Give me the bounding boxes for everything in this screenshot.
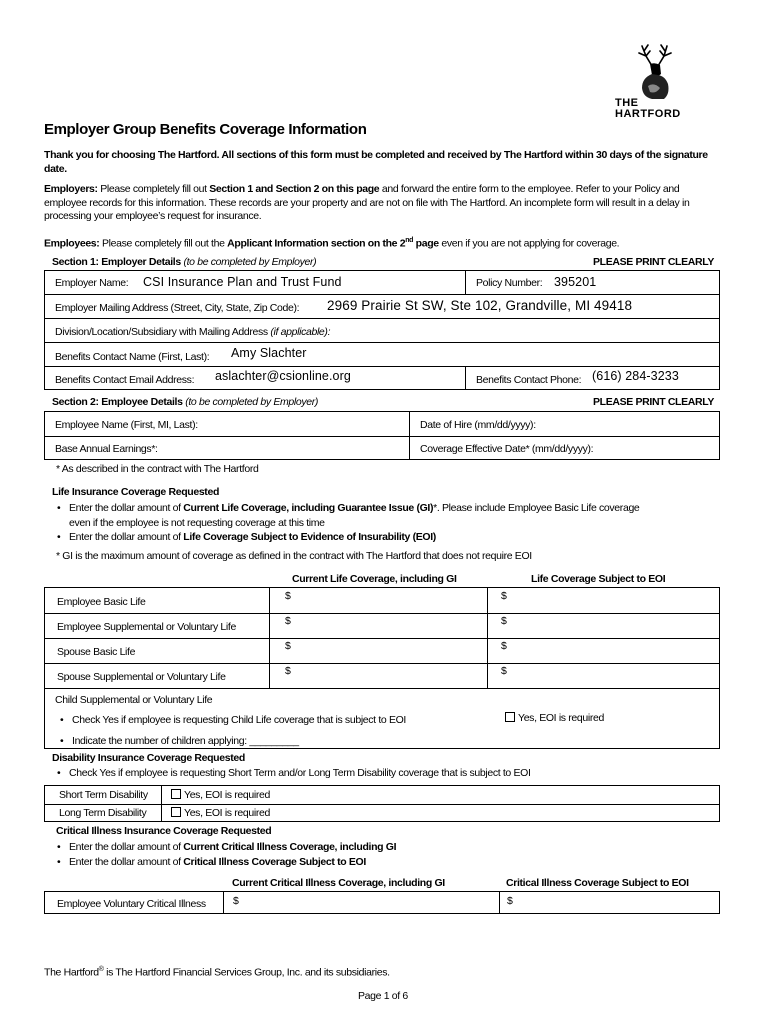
footer-brand-sup: ®	[98, 966, 104, 973]
division-note: (if applicable):	[270, 326, 331, 338]
policy-number-label: Policy Number:	[476, 277, 543, 289]
critical-col-current: Current Critical Illness Coverage, including GI	[232, 877, 445, 889]
life-instructions	[52, 501, 722, 545]
life-b1-c: *. Please include Employee Basic Life coverage	[433, 502, 640, 514]
long-term-eoi-checkbox[interactable]	[171, 807, 270, 819]
contact-email-cell[interactable]	[45, 367, 465, 389]
employer-name-cell[interactable]	[45, 271, 465, 294]
life-b2-a: Enter the dollar amount of	[69, 531, 184, 543]
child-bullet-2	[55, 731, 695, 752]
section2-heading: Section 2: Employee Details	[52, 396, 183, 408]
base-earnings-cell[interactable]	[45, 437, 409, 459]
child-bullet-2-text[interactable]: Indicate the number of children applying: _________	[72, 735, 299, 747]
section2-print-clearly: PLEASE PRINT CLEARLY	[593, 396, 714, 408]
short-term-label: Short Term Disability	[59, 789, 148, 801]
disability-table	[44, 785, 720, 822]
policy-number-field[interactable]: 395201	[554, 275, 597, 289]
hartford-logo	[612, 44, 692, 122]
stag-icon	[612, 44, 692, 100]
logo-line-1: THE	[615, 97, 639, 109]
critical-eoi-field[interactable]: $	[507, 895, 513, 907]
employer-name-field[interactable]: CSI Insurance Plan and Trust Fund	[143, 275, 342, 289]
section1-header	[44, 255, 720, 270]
footer-brand-a: The Hartford	[44, 966, 99, 979]
life-b1-b: Current Life Coverage, including Guarantee Issue (GI)	[183, 502, 434, 514]
critical-row-label: Employee Voluntary Critical Illness	[57, 898, 206, 910]
disability-bullet	[52, 767, 722, 779]
employees-note	[44, 234, 724, 251]
disability-heading: Disability Insurance Coverage Requested	[52, 752, 245, 764]
life-row-eoi-field[interactable]: $	[501, 590, 507, 602]
contact-name-label: Benefits Contact Name (First, Last):	[55, 351, 210, 363]
life-row-label: Spouse Basic Life	[57, 646, 136, 658]
section1-grid	[44, 270, 720, 390]
employers-note	[44, 183, 724, 224]
life-col-eoi: Life Coverage Subject to EOI	[531, 573, 666, 585]
employees-bold-2: page	[413, 237, 439, 250]
contact-phone-label: Benefits Contact Phone:	[476, 374, 582, 386]
section1-note: (to be completed by Employer)	[183, 256, 317, 268]
employees-text-1: Please completely fill out the	[99, 237, 228, 250]
life-heading: Life Insurance Coverage Requested	[52, 486, 220, 498]
life-row-label: Employee Basic Life	[57, 596, 146, 608]
page-number: Page 1 of 6	[358, 990, 408, 1002]
employer-name-label: Employer Name:	[55, 277, 129, 289]
form-title: Employer Group Benefits Coverage Information	[44, 121, 367, 138]
section2-header	[44, 395, 720, 410]
base-earnings-label: Base Annual Earnings*:	[55, 443, 158, 455]
life-row	[45, 613, 719, 639]
critical-b2-b: Critical Illness Coverage Subject to EOI	[183, 856, 366, 868]
life-b1-d: even if the employee is not requesting coverage at this time	[69, 516, 325, 529]
critical-instructions	[52, 840, 722, 870]
date-of-hire-label: Date of Hire (mm/dd/yyyy):	[420, 419, 536, 431]
critical-b1-b: Current Critical Illness Coverage, including GI	[183, 841, 397, 853]
employers-bold: Section 1 and Section 2 on this page	[209, 183, 380, 195]
contact-name-row[interactable]	[45, 343, 719, 367]
child-eoi-checkbox[interactable]	[505, 712, 604, 724]
section2-grid	[44, 411, 720, 460]
contact-phone-field[interactable]: (616) 284-3233	[592, 369, 679, 383]
section2-note: (to be completed by Employer)	[185, 396, 319, 408]
division-row[interactable]	[45, 319, 719, 343]
employers-lead: Employers:	[44, 183, 98, 195]
contact-email-field[interactable]: aslachter@csionline.org	[215, 369, 351, 383]
contact-email-label: Benefits Contact Email Address:	[55, 374, 195, 386]
footer-brand-b: is The Hartford Financial Services Group, Inc. and its subsidiaries.	[103, 966, 390, 979]
critical-col-eoi: Critical Illness Coverage Subject to EOI	[506, 877, 689, 889]
mailing-address-label: Employer Mailing Address (Street, City, State, Zip Code):	[55, 302, 300, 314]
section2-footnote: * As described in the contract with The Hartford	[56, 463, 259, 475]
life-row-current-field[interactable]: $	[285, 590, 291, 602]
life-b1-a: Enter the dollar amount of	[69, 502, 184, 514]
long-term-row	[45, 804, 719, 822]
life-bullet-1	[52, 501, 722, 530]
life-row-label: Spouse Supplemental or Voluntary Life	[57, 671, 226, 683]
long-term-eoi-label: Yes, EOI is required	[184, 807, 270, 819]
child-bullet-1-text: Check Yes if employee is requesting Child Life coverage that is subject to EOI	[72, 714, 406, 726]
life-row-current-field[interactable]: $	[285, 665, 291, 677]
critical-current-field[interactable]: $	[233, 895, 239, 907]
life-row-current-field[interactable]: $	[285, 640, 291, 652]
footer-brand	[44, 966, 390, 979]
life-row-current-field[interactable]: $	[285, 615, 291, 627]
section1-print-clearly: PLEASE PRINT CLEARLY	[593, 256, 714, 268]
employees-lead: Employees:	[44, 237, 100, 250]
child-eoi-label: Yes, EOI is required	[518, 712, 604, 724]
long-term-label: Long Term Disability	[59, 807, 147, 819]
critical-heading: Critical Illness Insurance Coverage Requested	[56, 825, 272, 837]
checkbox-icon[interactable]	[171, 807, 181, 817]
employers-text-1: Please completely fill out	[97, 183, 210, 195]
coverage-date-label: Coverage Effective Date* (mm/dd/yyyy):	[420, 443, 594, 455]
logo-line-2: HARTFORD	[615, 108, 681, 120]
employees-text-2: even if you are not applying for coverage.	[438, 237, 620, 250]
coverage-date-cell[interactable]	[409, 437, 719, 459]
life-row-eoi-field[interactable]: $	[501, 665, 507, 677]
critical-b1-a: Enter the dollar amount of	[69, 841, 184, 853]
policy-number-cell[interactable]	[465, 271, 719, 294]
date-of-hire-cell[interactable]	[409, 412, 719, 436]
critical-b2-a: Enter the dollar amount of	[69, 856, 184, 868]
checkbox-icon[interactable]	[505, 712, 515, 722]
gi-note: * GI is the maximum amount of coverage as defined in the contract with The Hartford that does not require EOI	[56, 550, 532, 562]
life-row-eoi-field[interactable]: $	[501, 615, 507, 627]
short-term-eoi-label: Yes, EOI is required	[184, 789, 270, 801]
life-row	[45, 663, 719, 689]
short-term-row	[45, 786, 719, 805]
employers-text-2: and forward the entire form to the employee. Refer to your Policy and employee records for this information. These records are your property and are not on file with The Hartford. An incomplete form will result in a delay in processing your employee’s request for insurance.	[44, 183, 690, 222]
division-label	[55, 326, 330, 338]
disability-bullet-text: Check Yes if employee is requesting Short Term and/or Long Term Disability coverage that is subject to EOI	[69, 767, 531, 779]
employee-name-cell[interactable]	[45, 412, 409, 436]
life-bullet-2	[52, 530, 722, 545]
contact-phone-cell[interactable]	[465, 367, 719, 389]
critical-bullet-2	[52, 855, 722, 870]
employees-bold-1: Applicant Information section on the 2	[227, 237, 406, 250]
intro-text: Thank you for choosing The Hartford. All sections of this form must be completed and received by The Hartford within 30 days of the signature date.	[44, 149, 708, 175]
section1-heading: Section 1: Employer Details	[52, 256, 181, 268]
checkbox-icon[interactable]	[171, 789, 181, 799]
life-row-eoi-field[interactable]: $	[501, 640, 507, 652]
child-life-label: Child Supplemental or Voluntary Life	[55, 694, 213, 706]
mailing-address-row[interactable]	[45, 295, 719, 319]
short-term-eoi-checkbox[interactable]	[171, 789, 270, 801]
mailing-address-field[interactable]: 2969 Prairie St SW, Ste 102, Grandville, MI 49418	[327, 298, 633, 313]
life-b2-b: Life Coverage Subject to Evidence of Insurability (EOI)	[183, 531, 436, 543]
life-col-current: Current Life Coverage, including GI	[292, 573, 457, 585]
life-row	[45, 638, 719, 664]
division-label-text: Division/Location/Subsidiary with Mailing Address	[55, 326, 268, 338]
life-table	[44, 587, 720, 749]
critical-table	[44, 891, 720, 914]
employees-sup: nd	[405, 237, 414, 244]
employee-name-label: Employee Name (First, MI, Last):	[55, 419, 198, 431]
life-row	[45, 588, 719, 614]
critical-bullet-1	[52, 840, 722, 855]
disability-instructions	[52, 767, 722, 779]
life-row-label: Employee Supplemental or Voluntary Life	[57, 621, 236, 633]
child-life-block	[45, 688, 719, 749]
contact-name-field[interactable]: Amy Slachter	[231, 346, 307, 360]
